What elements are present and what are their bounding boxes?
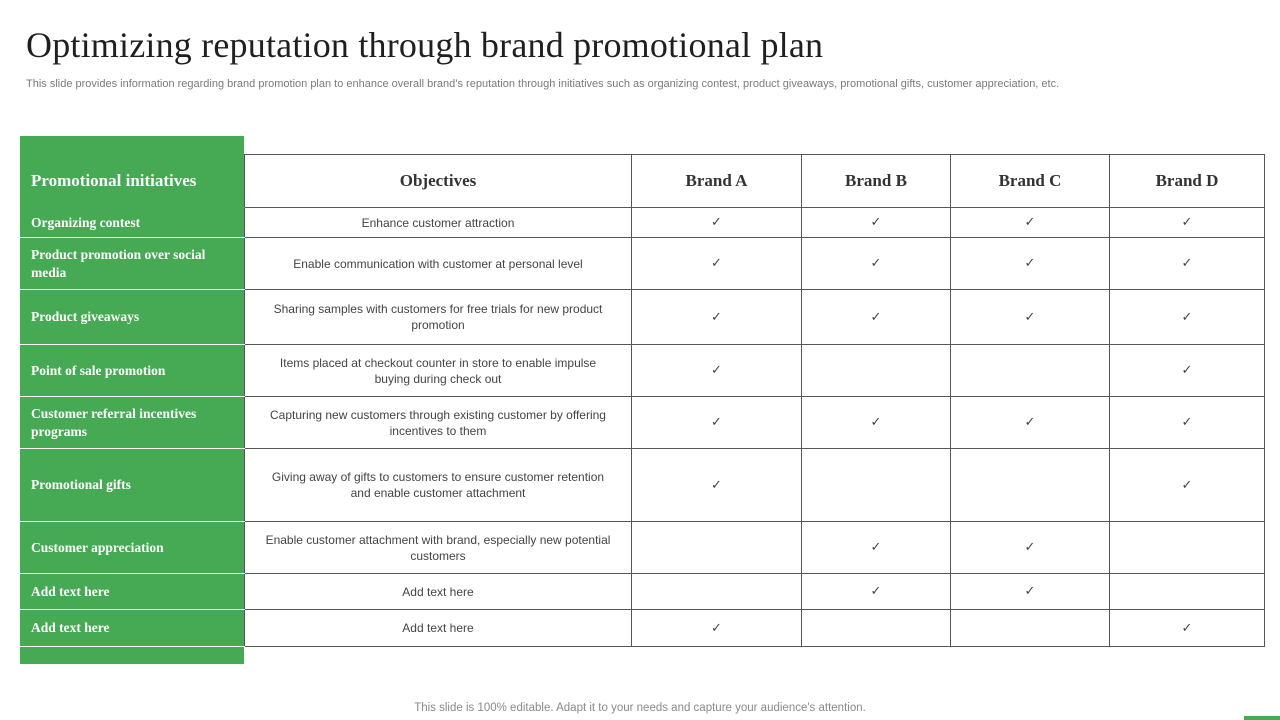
brand-b-check bbox=[802, 345, 951, 397]
brand-b-check: ✓ bbox=[802, 522, 951, 574]
initiative-cell: Organizing contest bbox=[21, 208, 245, 238]
brand-c-check: ✓ bbox=[951, 208, 1110, 238]
table-row bbox=[21, 290, 1265, 345]
page-title: Optimizing reputation through brand promotional plan bbox=[26, 25, 824, 65]
brand-d-check bbox=[1110, 574, 1265, 610]
objective-cell: Items placed at checkout counter in store to enable impulse buying during check out bbox=[245, 345, 632, 397]
header-brand-d: Brand D bbox=[1110, 155, 1265, 208]
brand-d-check: ✓ bbox=[1110, 397, 1265, 449]
brand-c-check: ✓ bbox=[951, 574, 1110, 610]
brand-a-check: ✓ bbox=[632, 238, 802, 290]
objective-cell: Capturing new customers through existing customer by offering incentives to them bbox=[245, 397, 632, 449]
brand-d-check bbox=[1110, 522, 1265, 574]
header-brand-a: Brand A bbox=[632, 155, 802, 208]
header-brand-b: Brand B bbox=[802, 155, 951, 208]
table-row bbox=[21, 238, 1265, 290]
table-row bbox=[21, 522, 1265, 574]
initiative-cell: Promotional gifts bbox=[21, 449, 245, 522]
brand-b-check bbox=[802, 449, 951, 522]
page-subtitle: This slide provides information regarding brand promotion plan to enhance overall brand’s reputation through initiatives such as organizing contest, product giveaways, promotional gifts, customer appreciation, etc. bbox=[26, 78, 1060, 90]
brand-c-check bbox=[951, 345, 1110, 397]
promotion-plan-table bbox=[20, 154, 1265, 647]
brand-c-check bbox=[951, 449, 1110, 522]
objective-cell: Add text here bbox=[245, 574, 632, 610]
brand-c-check: ✓ bbox=[951, 290, 1110, 345]
brand-a-check: ✓ bbox=[632, 610, 802, 647]
corner-accent-bar bbox=[1244, 716, 1280, 720]
brand-a-check bbox=[632, 522, 802, 574]
header-promotional-initiatives: Promotional initiatives bbox=[21, 155, 245, 208]
brand-b-check: ✓ bbox=[802, 238, 951, 290]
objective-cell: Enable customer attachment with brand, especially new potential customers bbox=[245, 522, 632, 574]
brand-b-check: ✓ bbox=[802, 208, 951, 238]
header-objectives: Objectives bbox=[245, 155, 632, 208]
brand-b-check: ✓ bbox=[802, 397, 951, 449]
brand-c-check: ✓ bbox=[951, 238, 1110, 290]
initiative-cell: Add text here bbox=[21, 610, 245, 647]
objective-cell: Enhance customer attraction bbox=[245, 208, 632, 238]
brand-b-check: ✓ bbox=[802, 574, 951, 610]
brand-c-check: ✓ bbox=[951, 397, 1110, 449]
initiative-cell: Point of sale promotion bbox=[21, 345, 245, 397]
initiative-cell: Add text here bbox=[21, 574, 245, 610]
objective-cell: Giving away of gifts to customers to ensure customer retention and enable customer attachment bbox=[245, 449, 632, 522]
table-row bbox=[21, 449, 1265, 522]
brand-a-check bbox=[632, 574, 802, 610]
brand-b-check: ✓ bbox=[802, 290, 951, 345]
brand-d-check: ✓ bbox=[1110, 610, 1265, 647]
brand-a-check: ✓ bbox=[632, 397, 802, 449]
header-brand-c: Brand C bbox=[951, 155, 1110, 208]
brand-d-check: ✓ bbox=[1110, 449, 1265, 522]
brand-a-check: ✓ bbox=[632, 290, 802, 345]
objective-cell: Sharing samples with customers for free trials for new product promotion bbox=[245, 290, 632, 345]
table-row bbox=[21, 345, 1265, 397]
brand-d-check: ✓ bbox=[1110, 345, 1265, 397]
table-row bbox=[21, 574, 1265, 610]
footer-note: This slide is 100% editable. Adapt it to your needs and capture your audience's attention. bbox=[414, 702, 866, 714]
brand-c-check bbox=[951, 610, 1110, 647]
table-header-row bbox=[21, 155, 1265, 208]
brand-a-check: ✓ bbox=[632, 208, 802, 238]
table-row bbox=[21, 610, 1265, 647]
initiative-cell: Customer appreciation bbox=[21, 522, 245, 574]
objective-cell: Add text here bbox=[245, 610, 632, 647]
brand-d-check: ✓ bbox=[1110, 290, 1265, 345]
brand-a-check: ✓ bbox=[632, 345, 802, 397]
brand-d-check: ✓ bbox=[1110, 238, 1265, 290]
brand-a-check: ✓ bbox=[632, 449, 802, 522]
objective-cell: Enable communication with customer at personal level bbox=[245, 238, 632, 290]
table-row bbox=[21, 208, 1265, 238]
initiative-cell: Product promotion over social media bbox=[21, 238, 245, 290]
brand-d-check: ✓ bbox=[1110, 208, 1265, 238]
table-row bbox=[21, 397, 1265, 449]
initiative-cell: Product giveaways bbox=[21, 290, 245, 345]
brand-b-check bbox=[802, 610, 951, 647]
brand-c-check: ✓ bbox=[951, 522, 1110, 574]
initiative-cell: Customer referral incentives programs bbox=[21, 397, 245, 449]
